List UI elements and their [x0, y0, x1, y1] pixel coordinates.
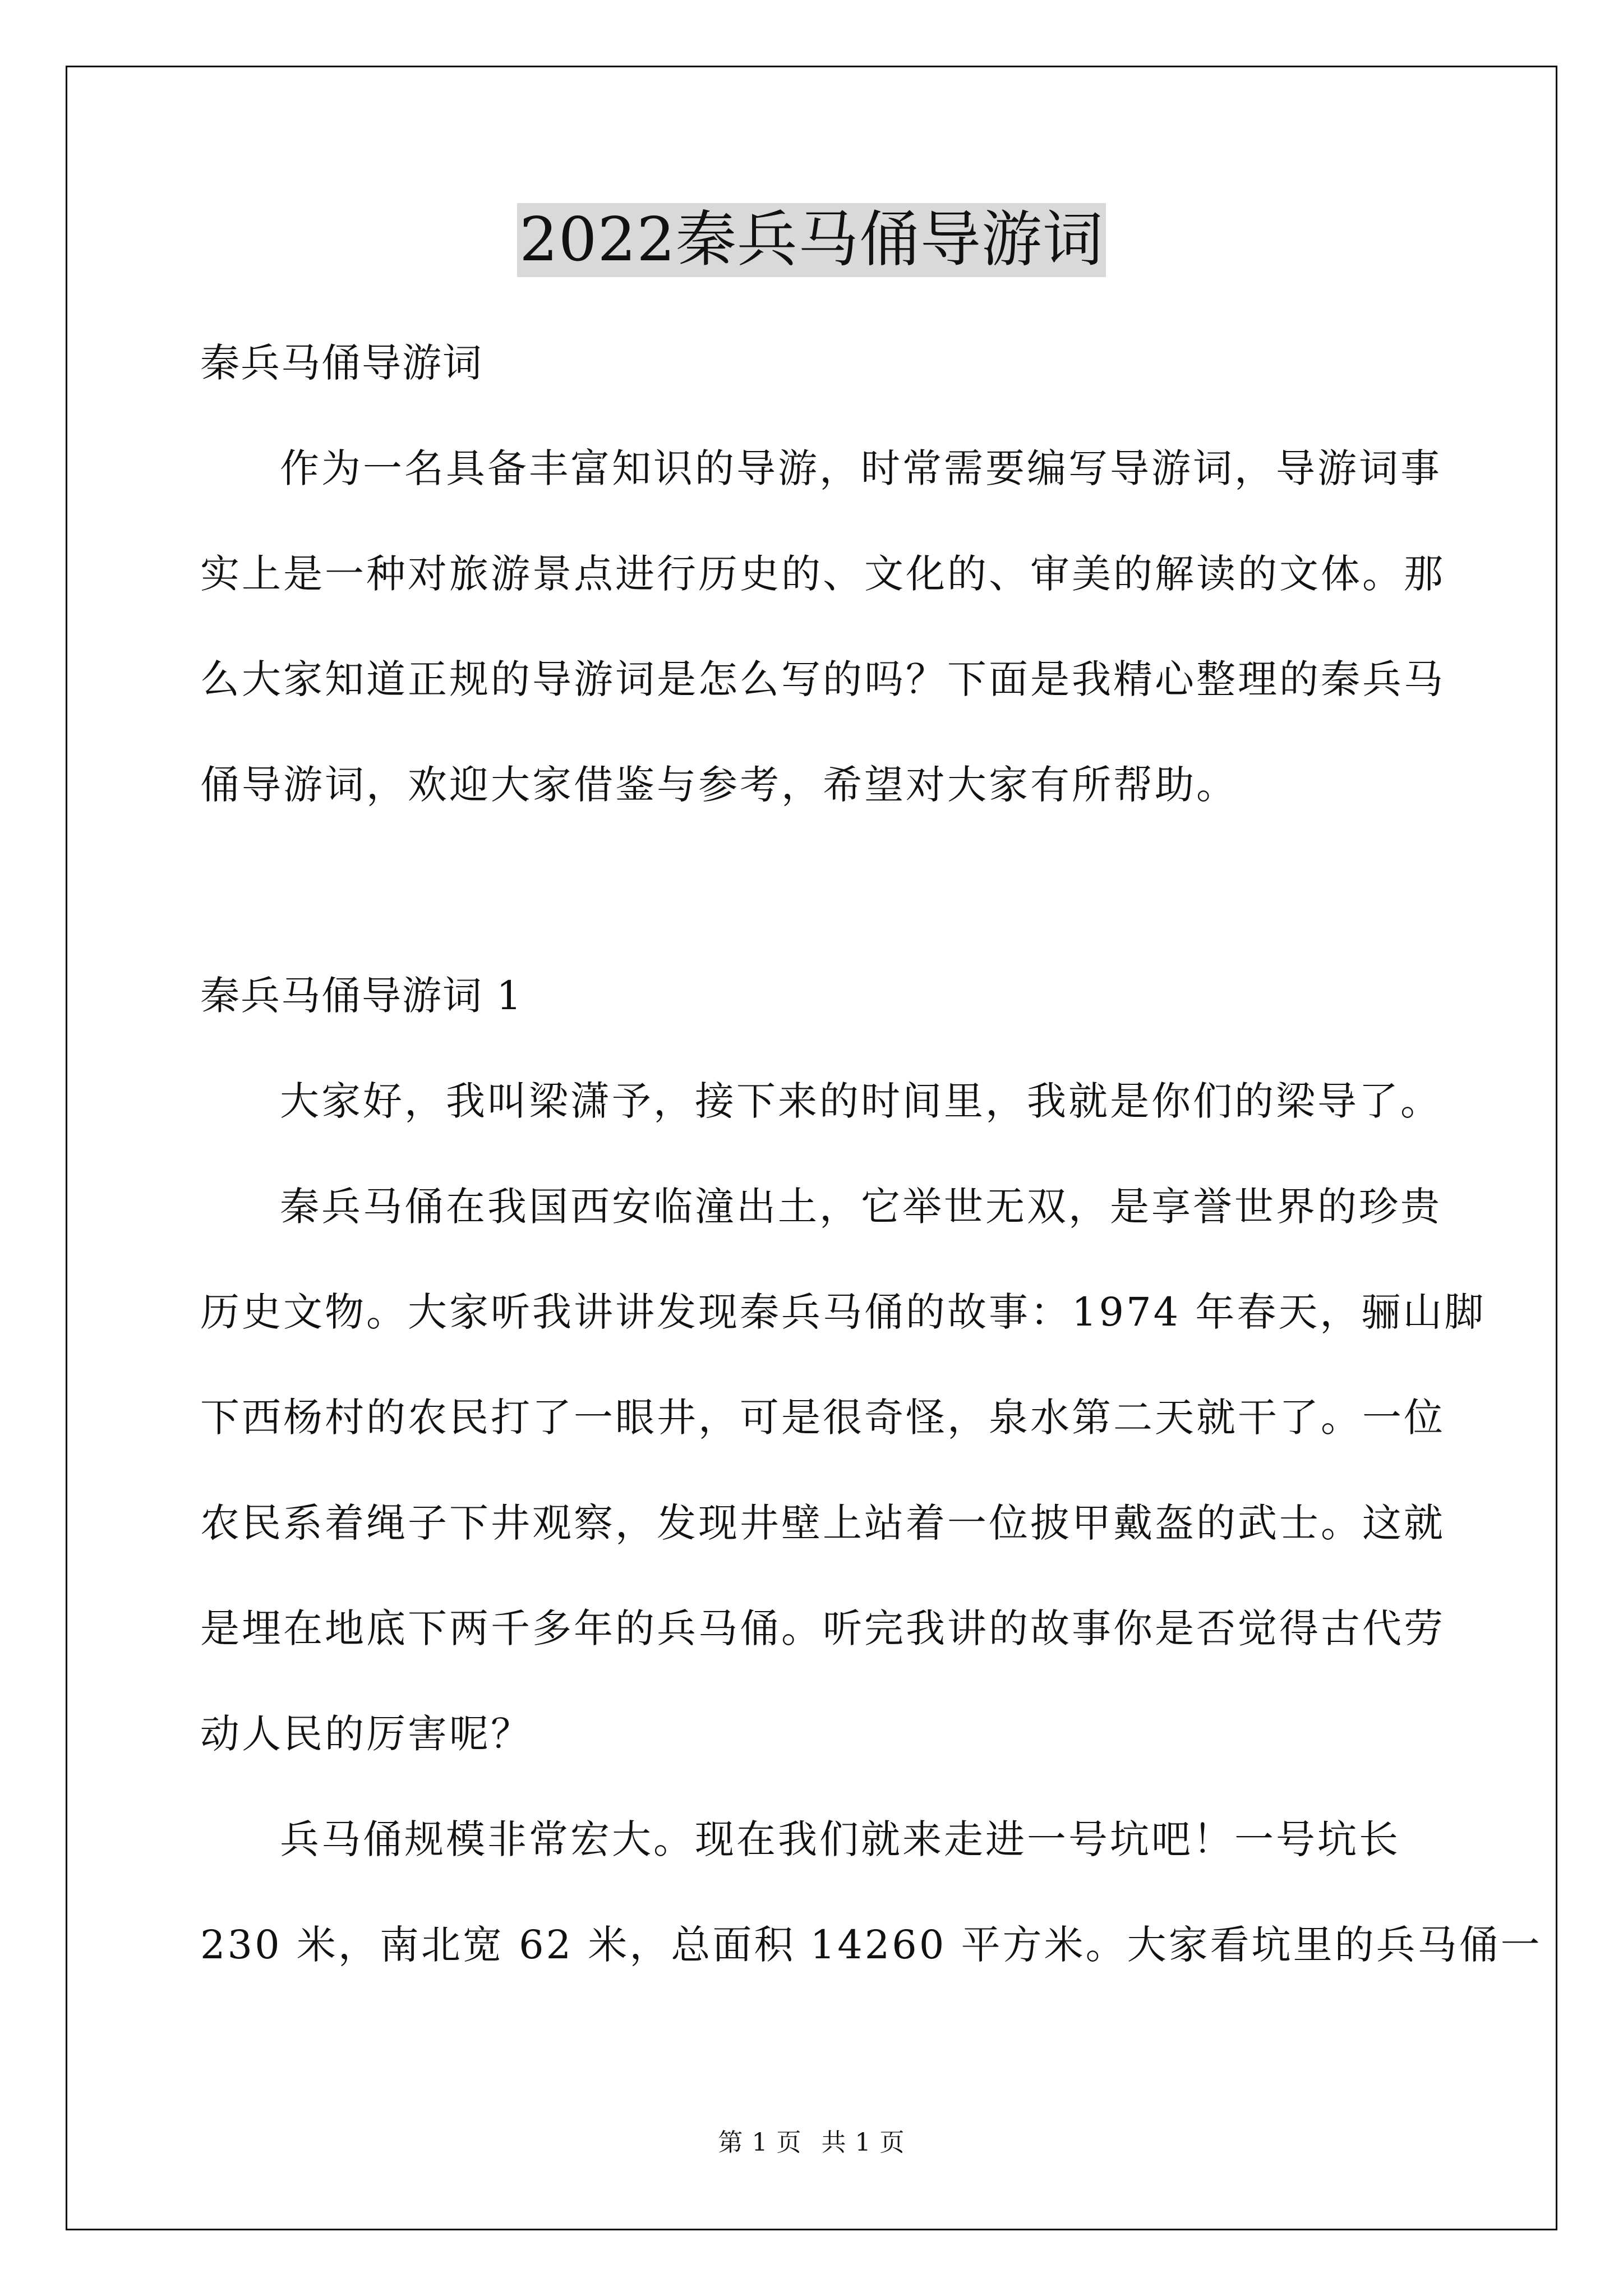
paragraph-line: 大家好，我叫梁潇予，接下来的时间里，我就是你们的梁导了。 — [280, 1078, 1442, 1124]
page-footer — [0, 2126, 1623, 2160]
paragraph-line: 兵马俑规模非常宏大。现在我们就来走进一号坑吧！一号坑长 — [280, 1816, 1400, 1862]
section-heading: 秦兵马俑导游词 1 — [200, 973, 523, 1019]
paragraph-line: 是埋在地底下两千多年的兵马俑。听完我讲的故事你是否觉得古代劳 — [200, 1605, 1445, 1651]
spacer — [200, 1128, 1434, 1180]
paragraph-line: 下西杨村的农民打了一眼井，可是很奇怪，泉水第二天就干了。一位 — [200, 1395, 1445, 1441]
page-number: 第 1 页 — [718, 2128, 802, 2157]
spacer — [200, 917, 1434, 969]
spacer — [200, 1022, 1434, 1075]
intro-line: 作为一名具备丰富知识的导游，时常需要编写导游词，导游词事 — [280, 445, 1442, 491]
spacer — [200, 1549, 1434, 1602]
spacer — [200, 811, 1434, 864]
spacer — [200, 1760, 1434, 1813]
intro-line: 实上是一种对旅游景点进行历史的、文化的、审美的解读的文体。那 — [200, 551, 1445, 597]
paragraph-line: 历史文物。大家听我讲讲发现秦兵马俑的故事：1974 年春天，骊山脚 — [200, 1289, 1486, 1335]
document-body — [200, 337, 1542, 1971]
spacer — [200, 864, 1434, 917]
paragraph-line: 动人民的厉害呢？ — [200, 1711, 532, 1757]
intro-line: 么大家知道正规的导游词是怎么写的吗？下面是我精心整理的秦兵马 — [200, 656, 1445, 702]
spacer — [200, 389, 1434, 442]
spacer — [200, 1444, 1434, 1497]
paragraph-line: 230 米，南北宽 62 米，总面积 14260 平方米。大家看坑里的兵马俑一 — [200, 1922, 1542, 1968]
intro-line: 俑导游词，欢迎大家借鉴与参考，希望对大家有所帮助。 — [200, 762, 1238, 808]
paragraph-line: 秦兵马俑在我国西安临潼出土，它举世无双，是享誉世界的珍贵 — [280, 1184, 1442, 1230]
spacer — [200, 1655, 1434, 1708]
title-container — [0, 203, 1623, 277]
spacer — [200, 600, 1434, 653]
spacer — [200, 706, 1434, 758]
spacer — [200, 1233, 1434, 1286]
spacer — [200, 495, 1434, 547]
document-title: 2022秦兵马俑导游词 — [517, 203, 1106, 277]
page-total: 共 1 页 — [821, 2128, 905, 2157]
paragraph-line: 农民系着绳子下井观察，发现井壁上站着一位披甲戴盔的武士。这就 — [200, 1500, 1445, 1546]
spacer — [200, 1338, 1434, 1391]
subtitle: 秦兵马俑导游词 — [200, 340, 483, 386]
spacer — [200, 1866, 1434, 1918]
